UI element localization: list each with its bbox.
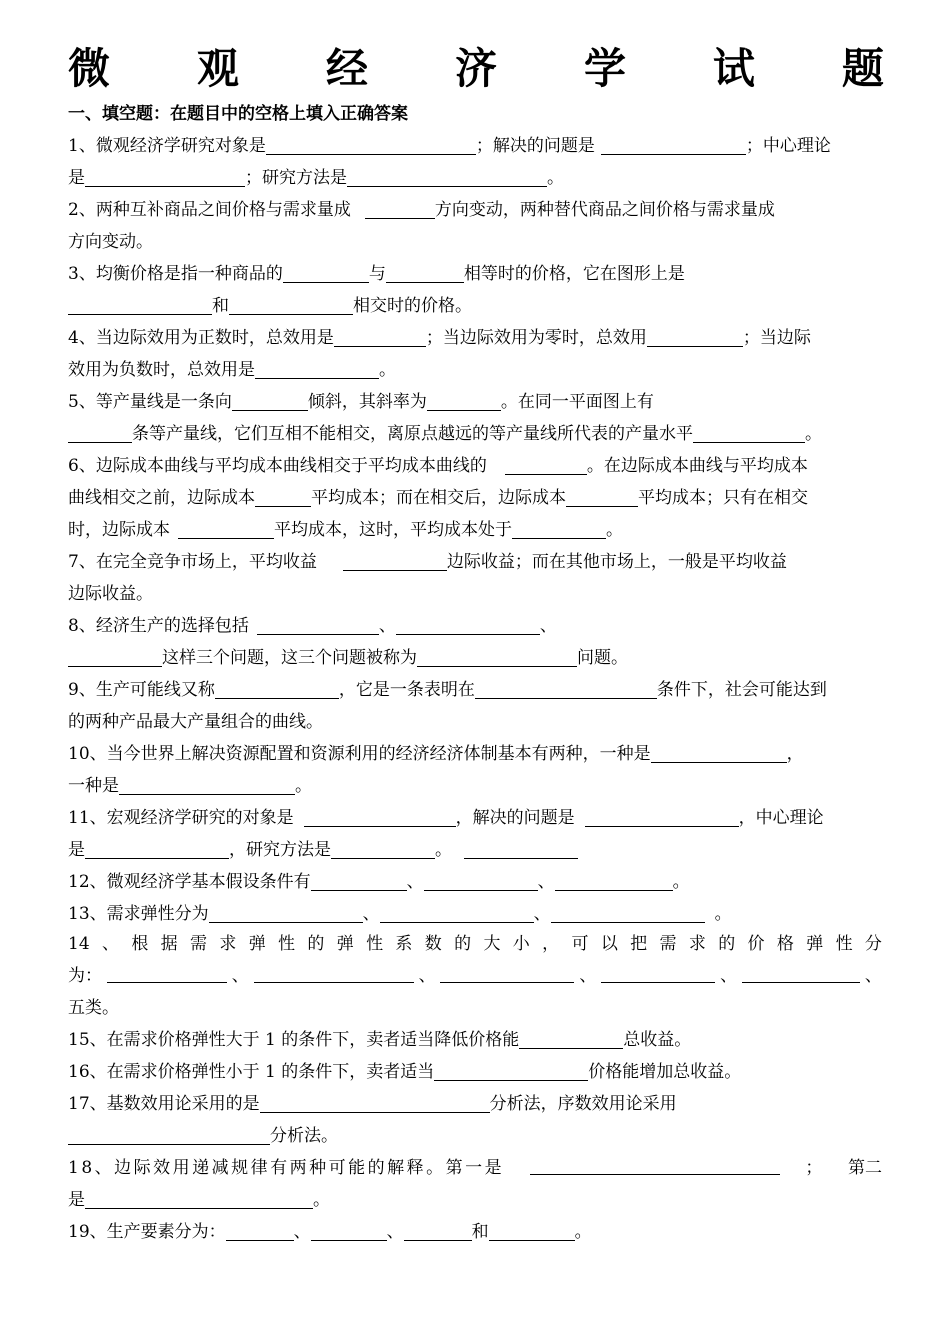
question-4: 4、当边际效用为正数时，总效用是 ；当边际效用为零时，总效用 ；当边际: [68, 328, 811, 348]
answer-blank[interactable]: [742, 962, 860, 983]
answer-blank[interactable]: [489, 1220, 575, 1241]
question-1-cont: 是 ；研究方法是 。: [68, 168, 564, 188]
answer-blank[interactable]: [304, 806, 456, 827]
answer-blank[interactable]: [311, 1220, 387, 1241]
title-char: 济: [454, 44, 497, 93]
answer-blank[interactable]: [209, 902, 363, 923]
answer-blank[interactable]: [512, 518, 606, 539]
question-8: 8、经济生产的选择包括 、 、: [68, 616, 557, 636]
question-9-cont: 的两种产品最大产量组合的曲线。: [68, 712, 323, 732]
question-14-cont: 五类。: [68, 998, 119, 1018]
title-char: 学: [583, 44, 626, 93]
title-char: 试: [712, 44, 755, 93]
answer-blank[interactable]: [85, 166, 245, 187]
question-7: 7、在完全竞争市场上，平均收益 边际收益；而在其他市场上，一般是平均收益: [68, 552, 787, 572]
answer-blank[interactable]: [343, 550, 447, 571]
answer-blank[interactable]: [232, 390, 308, 411]
answer-blank[interactable]: [396, 614, 540, 635]
answer-blank[interactable]: [68, 646, 162, 667]
answer-blank[interactable]: [331, 838, 435, 859]
question-3-cont: 和 相交时的价格。: [68, 292, 888, 320]
answer-blank[interactable]: [551, 902, 705, 923]
question-12: 12、微观经济学基本假设条件有 、 、 。: [68, 872, 690, 892]
answer-blank[interactable]: [585, 806, 739, 827]
question-6-cont: 曲线相交之前，边际成本 平均成本；而在相交后，边际成本 平均成本；只有在相交: [68, 488, 808, 508]
section-heading: 一、填空题：在题目中的空格上填入正确答案: [68, 104, 408, 124]
answer-blank[interactable]: [440, 962, 574, 983]
answer-blank[interactable]: [519, 1028, 623, 1049]
answer-blank[interactable]: [255, 358, 379, 379]
answer-blank[interactable]: [119, 774, 295, 795]
question-1: 1、微观经济学研究对象是 ；解决的问题是 ；中心理论: [68, 136, 831, 156]
answer-blank[interactable]: [417, 646, 577, 667]
answer-blank[interactable]: [380, 902, 534, 923]
question-13: 13、需求弹性分为 、 、 。: [68, 904, 732, 924]
title-char: 观: [196, 44, 239, 93]
question-16: 16、在需求价格弹性小于 1 的条件下，卖者适当 价格能增加总收益。: [68, 1062, 742, 1082]
answer-blank[interactable]: [347, 166, 547, 187]
answer-blank[interactable]: [427, 390, 501, 411]
answer-blank[interactable]: [255, 486, 311, 507]
answer-blank[interactable]: [85, 1188, 313, 1209]
question-14: 14 、 根 据 需 求 弹 性 的 弹 性 系 数 的 大 小 ， 可 以 把 需 求 的 价 格 弹 性 分: [68, 934, 882, 954]
answer-blank[interactable]: [365, 198, 435, 219]
answer-blank[interactable]: [434, 1060, 588, 1081]
question-7-cont: 边际收益。: [68, 584, 153, 604]
answer-blank[interactable]: [85, 838, 229, 859]
answer-blank[interactable]: [68, 1124, 270, 1145]
answer-blank[interactable]: [404, 1220, 472, 1241]
answer-blank[interactable]: [68, 422, 132, 443]
title-char: 微: [68, 44, 111, 93]
answer-blank[interactable]: [229, 294, 353, 315]
answer-blank[interactable]: [651, 742, 787, 763]
answer-blank[interactable]: [68, 294, 212, 315]
answer-blank[interactable]: [464, 838, 578, 859]
question-2-cont: 方向变动。: [68, 232, 153, 252]
answer-blank[interactable]: [386, 262, 464, 283]
answer-blank[interactable]: [283, 262, 369, 283]
answer-blank[interactable]: [693, 422, 805, 443]
question-8-cont: 这样三个问题，这三个问题被称为 问题。: [68, 644, 888, 672]
question-15: 15、在需求价格弹性大于 1 的条件下，卖者适当降低价格能 总收益。: [68, 1030, 692, 1050]
answer-blank[interactable]: [601, 134, 746, 155]
question-6: 6、边际成本曲线与平均成本曲线相交于平均成本曲线的 。在边际成本曲线与平均成本: [68, 456, 808, 476]
question-14-cont: 为： 、 、 、 、 、: [68, 962, 882, 990]
answer-blank[interactable]: [257, 614, 379, 635]
question-18: 18、边际效用递减规律有两种可能的解释。第一是 ； 第二: [68, 1154, 882, 1182]
question-11: 11、宏观经济学研究的对象是 ，解决的问题是 ，中心理论: [68, 808, 824, 828]
answer-blank[interactable]: [215, 678, 339, 699]
question-10-cont: 一种是 。: [68, 776, 312, 796]
question-4-cont: 效用为负数时，总效用是 。: [68, 360, 396, 380]
question-5: 5、等产量线是一条向 倾斜，其斜率为 。在同一平面图上有: [68, 392, 654, 412]
question-6-cont: 时，边际成本 平均成本，这时，平均成本处于 。: [68, 520, 623, 540]
answer-blank[interactable]: [601, 962, 715, 983]
answer-blank[interactable]: [260, 1092, 490, 1113]
answer-blank[interactable]: [555, 870, 673, 891]
answer-blank[interactable]: [505, 454, 587, 475]
title-char: 题: [841, 44, 884, 93]
answer-blank[interactable]: [566, 486, 638, 507]
answer-blank[interactable]: [647, 326, 743, 347]
answer-blank[interactable]: [254, 962, 414, 983]
question-2: 2、两种互补商品之间价格与需求量成 方向变动，两种替代商品之间价格与需求量成: [68, 200, 775, 220]
answer-blank[interactable]: [334, 326, 426, 347]
answer-blank[interactable]: [107, 962, 227, 983]
question-17-cont: 分析法。: [68, 1122, 888, 1150]
answer-blank[interactable]: [311, 870, 407, 891]
answer-blank[interactable]: [424, 870, 538, 891]
question-17: 17、基数效用论采用的是 分析法，序数效用论采用: [68, 1094, 677, 1114]
question-10: 10、当今世界上解决资源配置和资源利用的经济经济体制基本有两种，一种是 ，: [68, 744, 804, 764]
answer-blank[interactable]: [530, 1154, 780, 1175]
question-11-cont: 是 ，研究方法是 。: [68, 836, 888, 864]
page-title: [68, 38, 884, 94]
question-9: 9、生产可能线又称 ，它是一条表明在 条件下，社会可能达到: [68, 680, 827, 700]
question-5-cont: 条等产量线，它们互相不能相交，离原点越远的等产量线所代表的产量水平 。: [68, 420, 888, 448]
question-19: 19、生产要素分为： 、 、 和 。: [68, 1222, 592, 1242]
question-3: 3、均衡价格是指一种商品的 与 相等时的价格，它在图形上是: [68, 264, 685, 284]
question-18-cont: 是 。: [68, 1190, 330, 1210]
answer-blank[interactable]: [475, 678, 657, 699]
answer-blank[interactable]: [178, 518, 274, 539]
answer-blank[interactable]: [266, 134, 476, 155]
title-char: 经: [325, 44, 368, 93]
answer-blank[interactable]: [226, 1220, 294, 1241]
